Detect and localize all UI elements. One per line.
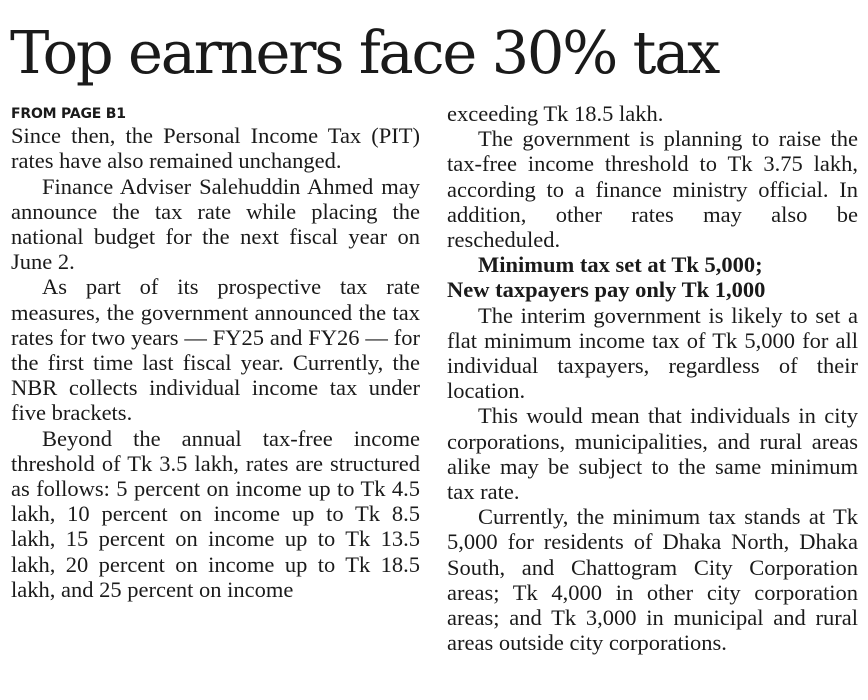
- article-paragraph: Beyond the annual tax-free income threshold of Tk 3.5 lakh, rates are structured as follows: 5 percent on income up to Tk 4.5 lakh, 10 percent on income up to Tk 8.5 lakh, 15 percent on income up to Tk 13.5 lakh, 20 percent on income up to Tk 18.5 lakh, and 25 percent on income: [11, 425, 420, 602]
- headline: Top earners face 30% tax: [10, 18, 719, 87]
- article-paragraph: This would mean that individuals in city corporations, municipalities, and rural areas alike may be subject to the same minimum tax rate.: [447, 403, 858, 505]
- article-paragraph: Currently, the minimum tax stands at Tk 5,000 for residents of Dhaka North, Dhaka South, and Chattogram City Corporation areas; Tk 4,000 in other city corporation areas; and Tk 3,000 in municipal and rural areas outside city corporations.: [447, 504, 858, 656]
- article-continuation: exceeding Tk 18.5 lakh.: [447, 101, 664, 126]
- article-paragraph: Finance Adviser Salehuddin Ahmed may announce the tax rate while placing the national budget for the next fiscal year on June 2.: [11, 173, 420, 275]
- subheading-line: New taxpayers pay only Tk 1,000: [447, 277, 766, 303]
- left-column: [11, 102, 420, 602]
- article-paragraph: As part of its prospective tax rate measures, the government announced the tax rates for two years — FY25 and FY26 — for the first time last fiscal year. Currently, the NBR collects individual income tax under five brackets.: [11, 274, 420, 426]
- subheading: [447, 252, 858, 302]
- article-paragraph: The interim government is likely to set a flat minimum income tax of Tk 5,000 for all individual taxpayers, regardless of their location.: [447, 302, 858, 404]
- article-paragraph: The government is planning to raise the tax-free income threshold to Tk 3.75 lakh, according to a finance ministry official. In addition, other rates may also be rescheduled.: [447, 126, 858, 253]
- article-paragraph: Since then, the Personal Income Tax (PIT) rates have also remained unchanged.: [11, 123, 420, 174]
- jumpline: FROM PAGE B1: [11, 106, 126, 122]
- subheading-line: Minimum tax set at Tk 5,000;: [478, 252, 763, 278]
- right-column: [447, 101, 858, 655]
